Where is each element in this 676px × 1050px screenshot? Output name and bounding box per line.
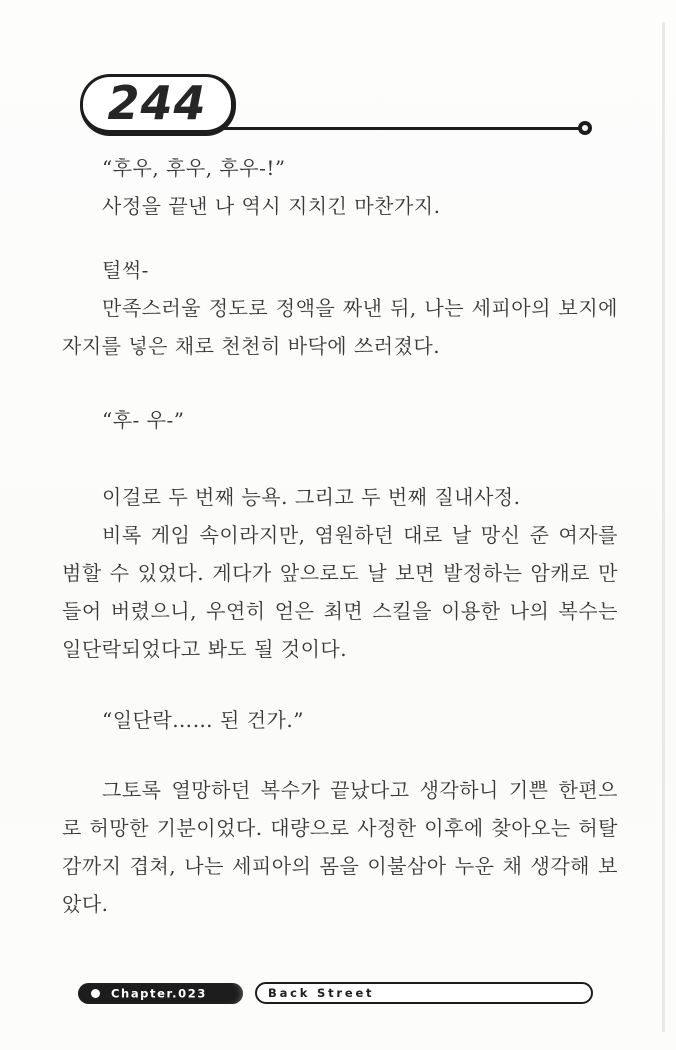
paragraph: 털썩-: [102, 258, 149, 282]
dialogue-line: “후우, 후우, 후우-!”: [102, 156, 286, 180]
book-title-label: Back Street: [268, 986, 375, 1000]
paragraph: 그토록 열망하던 복수가 끝났다고 생각하니 기쁜 한편으로 허망한 기분이었다. 대량으로 사정한 이후에 찾아오는 허탈감까지 겹쳐, 나는 세피아의 몸을 이불삼아 누운 채 생각해 보았다.: [62, 778, 618, 916]
page-number-badge: [80, 74, 236, 136]
paragraph: 만족스러울 정도로 정액을 짜낸 뒤, 나는 세피아의 보지에 자지를 넣은 채로 천천히 바닥에 쓰러졌다.: [62, 296, 618, 358]
ring-endcap-icon: [578, 121, 592, 135]
chapter-badge: [78, 983, 243, 1004]
chapter-label: Chapter.023: [111, 986, 207, 1000]
bullet-dot-icon: [91, 989, 100, 998]
body-text: [62, 149, 618, 923]
scan-edge-line: [662, 22, 665, 1032]
page-footer: [0, 982, 676, 1006]
dialogue-line: “일단락…… 된 건가.”: [102, 708, 304, 732]
paragraph: 사정을 끝낸 나 역시 지치긴 마찬가지.: [102, 194, 441, 218]
paragraph: 비록 게임 속이라지만, 염원하던 대로 날 망신 준 여자를 범할 수 있었다. 게다가 앞으로도 날 보면 발정하는 암캐로 만들어 버렸으니, 우연히 얻은 최면 스킬을 이용한 나의 복수는 일단락되었다고 봐도 될 것이다.: [62, 523, 618, 661]
book-title-badge: [255, 982, 593, 1004]
page-number: 244: [107, 75, 207, 130]
paragraph: 이걸로 두 번째 능욕. 그리고 두 번째 질내사정.: [102, 485, 521, 509]
dialogue-line: “후- 우-”: [102, 408, 185, 432]
